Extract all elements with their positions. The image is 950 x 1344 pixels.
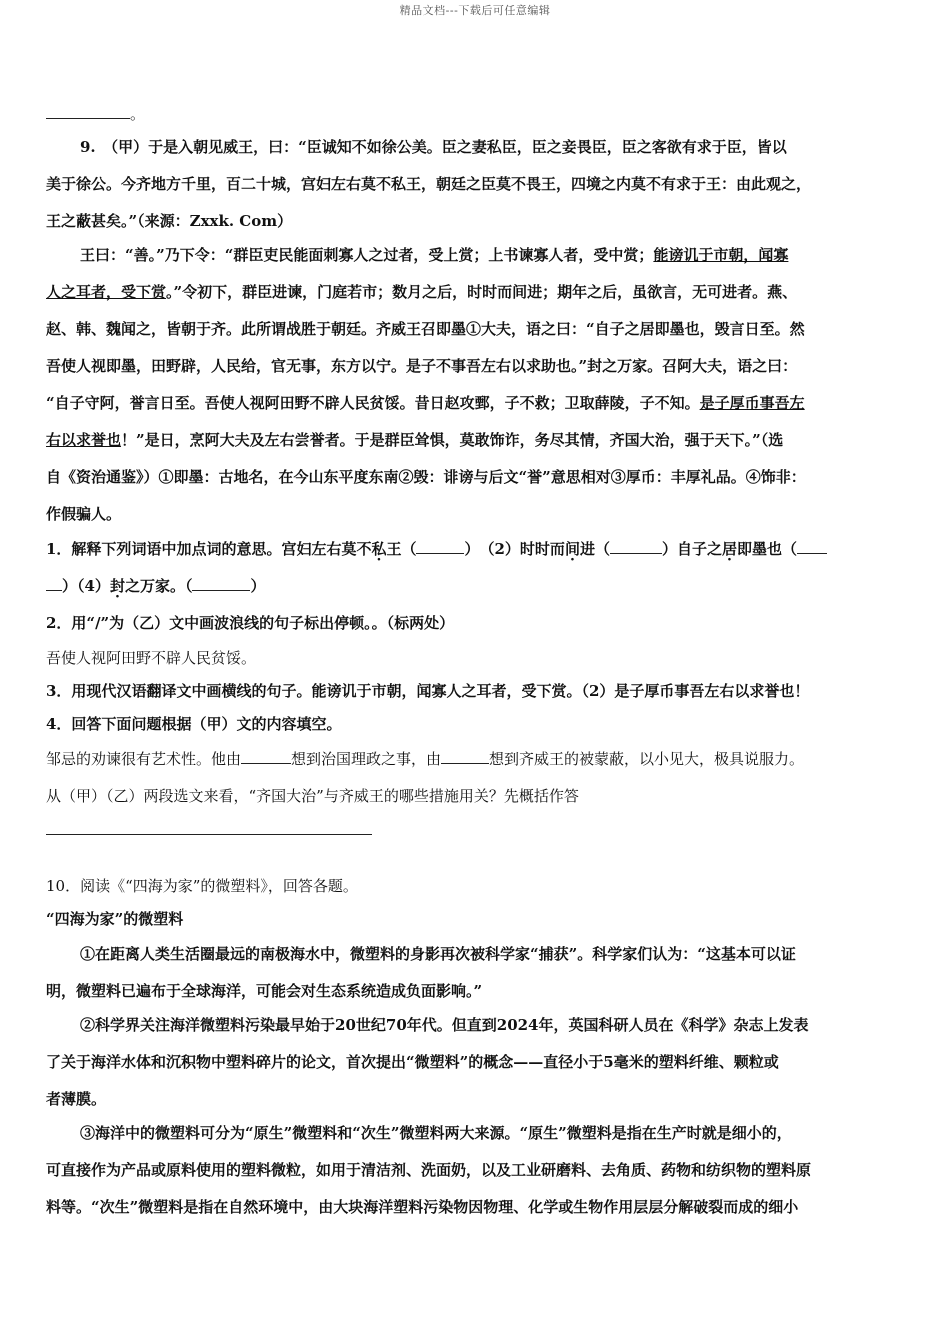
sub1-part: ）自子之 bbox=[661, 540, 722, 558]
underlined-sentence-part2: 人之耳者，受下赏 bbox=[46, 283, 167, 301]
sub1-part: 之万家。（ bbox=[124, 577, 193, 595]
q9-sub4-question: 从（甲）（乙）两段选文来看，“齐国大治”与齐威王的哪些措施用关？先概括作答 bbox=[46, 787, 579, 805]
q9-line-3: 王之蔽甚矣。”（来源：Zxxk. Com） bbox=[46, 212, 293, 230]
sub1-part: ） bbox=[250, 577, 266, 595]
q9-sub4: 4．回答下面问题根据（甲）文的内容填空。 bbox=[46, 715, 342, 733]
q10-line-1: ①在距离人类生活圈最远的南极海水中，微塑料的身影再次被科学家“捕获”。科学家们认为：“这基本可以证 bbox=[80, 945, 796, 963]
sub1-part: 即墨也（ bbox=[737, 540, 798, 558]
underlined-sentence-2-part2: 右以求誉也 bbox=[46, 431, 122, 449]
q10-line-7: 可直接作为产品或原料使用的塑料微粒，如用于清洁剂、洗面奶，以及工业研磨料、去角质、药物和纺织物的塑料原 bbox=[46, 1161, 812, 1179]
q10-line-4: 了关于海洋水体和沉积物中塑料碎片的论文，首次提出“微塑料”的概念——直径小于5毫米的塑料纤维、颗粒或 bbox=[46, 1053, 779, 1071]
answer-blank-3b[interactable] bbox=[46, 576, 62, 591]
sub4-text: 想到治国理政之事，由 bbox=[291, 750, 442, 768]
q9-line-11: 作假骗人。 bbox=[46, 505, 122, 523]
q9-sub2: 2．用“/”为（乙）文中画波浪线的句子标出停顿。。（标两处） bbox=[46, 614, 455, 632]
sub4-text: 想到齐威王的被蒙蔽，以小见大，极具说服力。 bbox=[489, 750, 805, 768]
q9-line-5 bbox=[46, 282, 906, 302]
q9-sub1-line1 bbox=[46, 539, 906, 559]
answer-blank-2[interactable] bbox=[610, 539, 662, 554]
dotted-char-1: 私 bbox=[371, 540, 387, 558]
q9-line-10: 自《资治通鉴》）①即墨：古地名，在今山东平度东南②毁：诽谤与后文“誉”意思相对③厚币：丰厚礼品。④饰非： bbox=[46, 468, 806, 486]
answer-blank-5[interactable] bbox=[241, 749, 291, 764]
answer-blank-line bbox=[46, 118, 130, 119]
answer-blank-1[interactable] bbox=[416, 539, 464, 554]
q9-sub4-fill bbox=[46, 749, 906, 769]
q10-line-6: ③海洋中的微塑料可分为“原生”微塑料和“次生”微塑料两大来源。“原生”微塑料是指在生产时就是细小的， bbox=[80, 1124, 792, 1142]
q9-line-4-text: 王曰：“善。”乃下令：“群臣吏民能面刺寡人之过者，受上赏；上书谏寡人者，受中赏； bbox=[80, 246, 654, 264]
sub1-part: ） （2）时时而 bbox=[464, 540, 565, 558]
q9-line-1: 9. （甲）于是入朝见威王，曰：“臣诚知不如徐公美。臣之妻私臣，臣之妾畏臣，臣之客欲有求于臣，皆以 bbox=[80, 138, 787, 156]
q10-line-8: 料等。“次生”微塑料是指在自然环境中，由大块海洋塑料污染物因物理、化学或生物作用层层分解破裂而成的细小 bbox=[46, 1198, 799, 1216]
sub1-part: 王（ bbox=[386, 540, 417, 558]
dotted-char-2: 间 bbox=[564, 540, 580, 558]
dotted-char-3: 居 bbox=[721, 540, 737, 558]
q9-sub3: 3．用现代汉语翻译文中画横线的句子。能谤讥于市朝，闻寡人之耳者，受下赏。（2）是子厚币事吾左右以求誉也！ bbox=[46, 682, 810, 700]
q10-line-3: ②科学界关注海洋微塑料污染最早始于20世纪70年代。但直到2024年，英国科研人员在《科学》杂志上发表 bbox=[80, 1016, 809, 1034]
q9-line-9 bbox=[46, 430, 906, 450]
q9-line-5-text: 。”令初下，群臣进谏，门庭若市；数月之后，时时而间进；期年之后，虽欲言，无可进者。燕、 bbox=[166, 283, 798, 301]
answer-blank-3a[interactable] bbox=[797, 539, 827, 554]
q9-line-6: 赵、韩、魏闻之，皆朝于齐。此所谓战胜于朝廷。齐威王召即墨①大夫，语之曰：“自子之居即墨也，毁言日至。然 bbox=[46, 320, 805, 338]
underlined-sentence-2-part1: 是子厚币事吾左 bbox=[699, 394, 805, 412]
q9-line-7: 吾使人视即墨，田野辟，人民给，官无事，东方以宁。是子不事吾左右以求助也。”封之万家。召阿大夫，语之曰： bbox=[46, 357, 798, 375]
q10-line-5: 者薄膜。 bbox=[46, 1090, 107, 1108]
q10-title: 10．阅读《“四海为家”的微塑料》，回答各题。 bbox=[46, 877, 358, 895]
sub1-prompt: 1．解释下列词语中加点词的意思。宫妇左右莫不 bbox=[46, 540, 372, 558]
period-mark: 。 bbox=[130, 105, 146, 123]
answer-blank-6[interactable] bbox=[441, 749, 489, 764]
q9-line-4 bbox=[80, 245, 906, 265]
answer-line[interactable] bbox=[46, 834, 372, 835]
q9-line-8 bbox=[46, 393, 906, 413]
dotted-char-4: 封 bbox=[109, 577, 125, 595]
q9-sub1-line2 bbox=[46, 576, 906, 596]
sub1-part: ）（4） bbox=[62, 577, 110, 595]
answer-blank-4[interactable] bbox=[192, 576, 250, 591]
q9-line-8-text: “自子守阿，誉言日至。吾使人视阿田野不辟人民贫馁。昔日赵攻鄄，子不救；卫取薛陵，子不知。 bbox=[46, 394, 700, 412]
sub1-part: 进（ bbox=[579, 540, 610, 558]
page-header: 精品文档---下载后可任意编辑 bbox=[399, 4, 551, 17]
sub4-text: 邹忌的劝谏很有艺术性。他由 bbox=[46, 750, 242, 768]
q9-line-9-text: ！”是日，烹阿大夫及左右尝誉者。于是群臣耸惧，莫敢饰诈，务尽其情，齐国大治，强于天下。”（选 bbox=[121, 431, 784, 449]
q9-sub2-sentence: 吾使人视阿田野不辟人民贫馁。 bbox=[46, 649, 257, 667]
q10-line-2: 明，微塑料已遍布于全球海洋，可能会对生态系统造成负面影响。” bbox=[46, 982, 483, 1000]
q9-line-2: 美于徐公。今齐地方千里，百二十城，宫妇左右莫不私王，朝廷之臣莫不畏王，四境之内莫不有求于王：由此观之， bbox=[46, 175, 812, 193]
underlined-sentence-part1: 能谤讥于市朝，闻寡 bbox=[653, 246, 789, 264]
q10-subtitle: “四海为家”的微塑料 bbox=[46, 910, 184, 928]
